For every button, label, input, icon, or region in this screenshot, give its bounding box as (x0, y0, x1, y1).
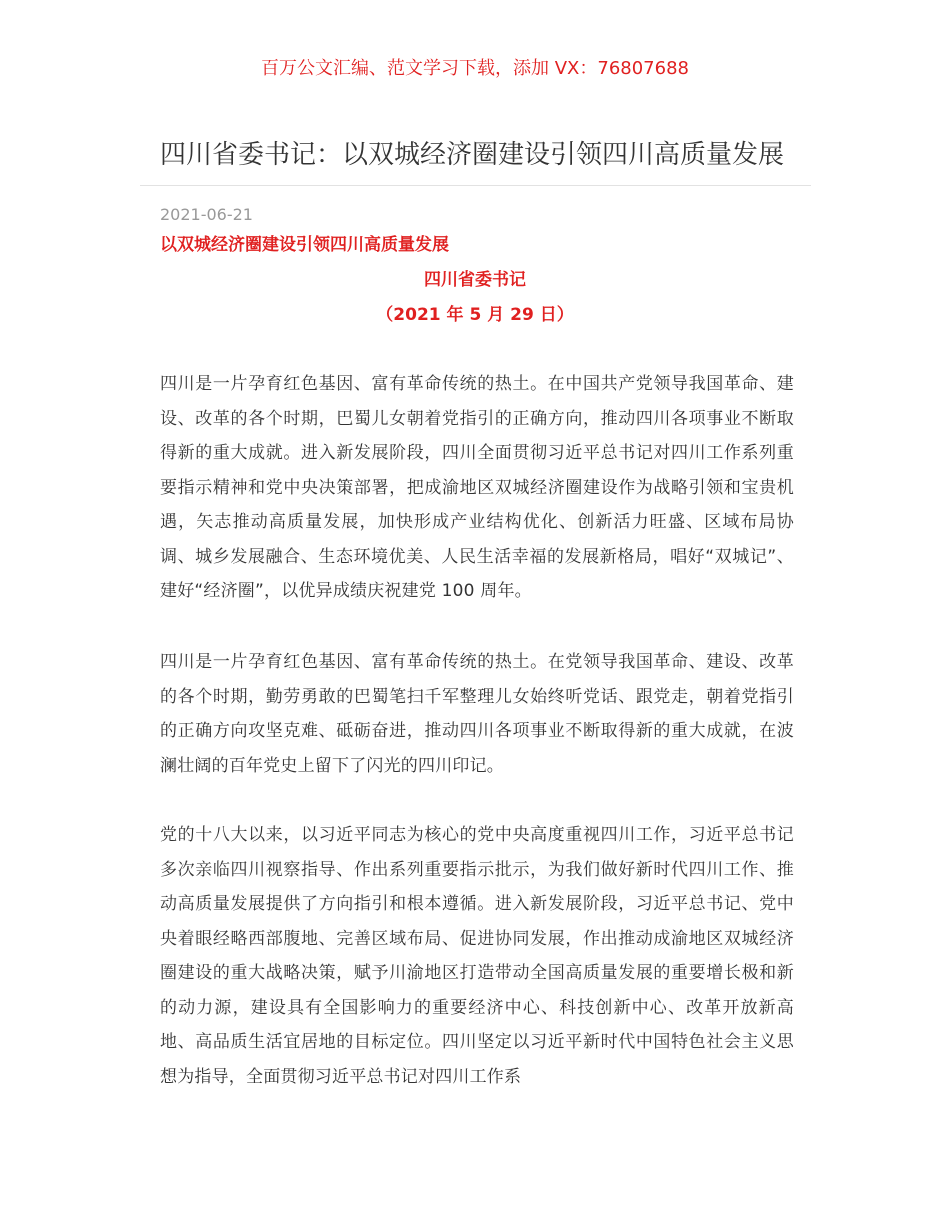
body-paragraph: 党的十八大以来，以习近平同志为核心的党中央高度重视四川工作，习近平总书记多次亲临四川视察指导、作出系列重要指示批示，为我们做好新时代四川工作、推动高质量发展提供了方向指引和根本遵循。进入新发展阶段，习近平总书记、党中央着眼经略西部腹地、完善区域布局、促进协同发展，作出推动成渝地区双城经济圈建设的重大战略决策，赋予川渝地区打造带动全国高质量发展的重要增长极和新的动力源，建设具有全国影响力的重要经济中心、科技创新中心、改革开放新高地、高品质生活宜居地的目标定位。四川坚定以习近平新时代中国特色社会主义思想为指导，全面贯彻习近平总书记对四川工作系 (160, 825, 794, 1087)
publish-date: 2021-06-21 (160, 205, 253, 224)
body-paragraph: 四川是一片孕育红色基因、富有革命传统的热土。在党领导我国革命、建设、改革的各个时期，勤劳勇敢的巴蜀笔扫千军整理儿女始终听党话、跟党走，朝着党指引的正确方向攻坚克难、砥砺奋进，推动四川各项事业不断取得新的重大成就，在波澜壮阔的百年党史上留下了闪光的四川印记。 (160, 652, 794, 776)
article-author: 四川省委书记 (424, 270, 526, 290)
speech-date: （2021 年 5 月 29 日） (376, 305, 574, 325)
promo-banner: 百万公文汇编、范文学习下载，添加 VX：76807688 (261, 58, 689, 79)
article-subtitle: 以双城经济圈建设引领四川高质量发展 (160, 235, 449, 255)
title-divider (140, 185, 811, 186)
body-paragraph: 四川是一片孕育红色基因、富有革命传统的热土。在中国共产党领导我国革命、建设、改革的各个时期，巴蜀儿女朝着党指引的正确方向，推动四川各项事业不断取得新的重大成就。进入新发展阶段，四川全面贯彻习近平总书记对四川工作系列重要指示精神和党中央决策部署，把成渝地区双城经济圈建设作为战略引领和宝贵机遇，矢志推动高质量发展，加快形成产业结构优化、创新活力旺盛、区域布局协调、城乡发展融合、生态环境优美、人民生活幸福的发展新格局，唱好“双城记”、建好“经济圈”，以优异成绩庆祝建党 100 周年。 (160, 374, 794, 601)
article-title: 四川省委书记：以双城经济圈建设引领四川高质量发展 (160, 140, 785, 170)
